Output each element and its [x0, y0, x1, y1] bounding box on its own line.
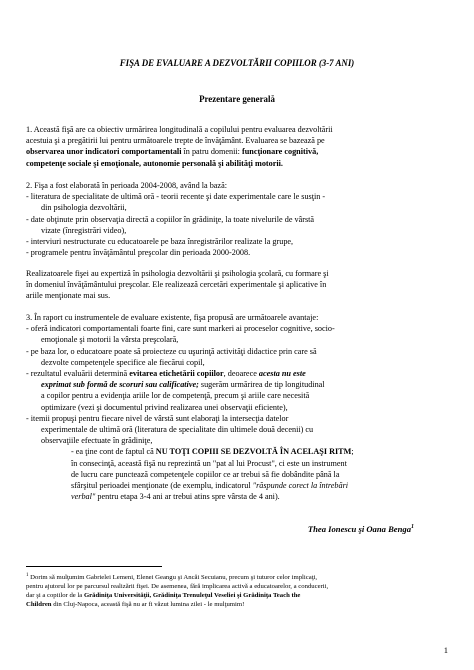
list-item: [26, 446, 452, 457]
list-item: - literatura de specialitate de ultimă oră - teorii recente şi date experimentale care le susţin -: [26, 192, 326, 202]
text-span: din Cluj-Napoca, această fişă nu ar fi văzut lumina zilei - le mulţumim!: [51, 600, 245, 608]
text-line: în consecinţă, această fişă nu reprezintă un "pat al lui Procust", ci este un instrument: [71, 458, 347, 468]
text-span: Dorim să mulţumim Gabrielei Lemeni, Elenei Geangu şi Ancăi Secuianu, precum şi tuturor celor implicaţi,: [28, 574, 318, 582]
text-line: ariile menţionate mai sus.: [26, 291, 111, 301]
text-line: acestuia şi a pregătirii lui pentru următoarele trepte de învăţământ. Evaluarea se bazează pe: [26, 136, 325, 146]
list-item: - date obţinute prin observaţia directă a copiilor în grădiniţe, la toate nivelurile de vârstă: [26, 214, 315, 224]
text-line: din psihologia dezvoltării,: [41, 203, 127, 213]
list-item: - interviuri nestructurate cu educatoarele pe baza înregistrărilor realizate la grupe,: [26, 237, 294, 247]
text-line: [26, 146, 452, 157]
text-span: sfârşitul perioadei menţionate (de exemplu, indicatorul: [71, 481, 253, 491]
list-item: - oferă indicatori comportamentali foarte fini, care sunt markeri ai proceselor cognitive, socio-: [26, 324, 335, 334]
text-span: - ea ţine cont de faptul că: [71, 447, 156, 457]
paragraph-authors: [26, 268, 452, 302]
bold-text: funcţionare cognitivă,: [241, 147, 319, 157]
bold-text: NU TOŢI COPIII SE DEZVOLTĂ ÎN ACELAŞI RITM: [155, 447, 352, 457]
text-line: competenţe sociale şi emoţionale, autonomie personală şi abilităţi motorii.: [26, 158, 283, 168]
text-line: în domeniul învăţământului preşcolar. Ele realizează cercetări experimentale şi aplicative în: [26, 280, 327, 290]
text-line: pentru ajutorul lor pe parcursul realizării fişei. De asemenea, fără implicarea activă a educatoarelor, a conducerii,: [26, 583, 329, 591]
footnote-divider: [26, 566, 162, 567]
italic-text: verbal": [71, 492, 96, 502]
page-number: 1: [443, 645, 448, 655]
text-span: - rezultatul evaluării determină: [26, 369, 130, 379]
text-line: 2. Fişa a fost elaborată în perioada 2004-2008, având la bază:: [26, 181, 227, 190]
text-line: observaţiile efectuate în grădiniţe,: [41, 436, 153, 446]
signature-text: Thea Ionescu şi Oana Benga: [307, 524, 411, 534]
text-span: sugerăm urmărirea de tip longitudinal: [198, 380, 325, 390]
bold-text: evitarea etichetării copiilor: [129, 369, 224, 379]
paragraph-development: [26, 180, 452, 258]
document-title: FIŞA DE EVALUARE A DEZVOLTĂRII COPIILOR (3-7 ANI): [119, 58, 355, 68]
bold-italic-text: exprimat sub formă de scoruri sau calificative;: [41, 380, 199, 390]
text-line: [26, 592, 452, 601]
text-line: 3. În raport cu instrumentele de evaluare existente, fişa propusă are următoarele avantaje:: [26, 313, 319, 322]
text-line: de lucru care punctează competenţele copiilor ce ar trebui să fie dobândite până la: [71, 469, 340, 479]
paragraph-advantages: [26, 312, 452, 502]
list-item: - itemii propuşi pentru fiecare nivel de vârstă sunt elaboraţi la intersecţia datelor: [26, 413, 289, 423]
text-line: optimizare (vezi şi documentul privind realizarea unei observaţii eficiente),: [41, 402, 288, 412]
bold-text: Children: [26, 600, 52, 608]
list-item: [26, 368, 452, 379]
bold-italic-text: acesta nu este: [258, 369, 306, 379]
text-line: vizate (înregistrări video),: [41, 225, 127, 235]
text-line: [26, 601, 452, 610]
text-line: dezvolte competenţele specifice ale fiecărui copil,: [41, 357, 205, 367]
italic-text: "răspunde corect la întrebări: [252, 481, 349, 491]
paragraph-objective: [26, 124, 452, 169]
text-span: pentru etapa 3-4 ani ar trebui atins spre vârsta de 4 ani).: [95, 492, 280, 502]
text-line: [26, 491, 452, 502]
text-line: 1. Această fişă are ca obiectiv urmărirea longitudinală a copilului pentru evaluarea dezvoltării: [26, 125, 333, 134]
text-span: ;: [351, 447, 354, 457]
bold-text: observarea unor indicatori comportamentali: [26, 147, 182, 157]
list-item: - pe baza lor, o educatoare poate să proiecteze cu uşurinţă activităţi didactice prin care să: [26, 346, 317, 356]
text-line: [26, 572, 452, 583]
footnote-mark: 1: [26, 573, 29, 578]
text-line: a copilor pentru a evidenţia ariile lor de competenţă, precum şi ariile care necesită: [41, 391, 310, 401]
text-line: Realizatoarele fişei au expertiză în psihologia dezvoltării şi psihologia şcolară, cu formare şi: [26, 269, 329, 278]
bold-text: Grădiniţa Universităţii, Grădiniţa Trenuleţul Veseliei şi Grădiniţa Teach the: [83, 591, 301, 599]
signature: [308, 524, 414, 534]
list-item: - programele pentru învăţământul preşcolar din perioada 2000-2008.: [26, 248, 251, 258]
text-line: [26, 480, 452, 491]
text-span: , deoarece: [223, 369, 259, 379]
text-span: în patru domenii:: [181, 147, 242, 157]
footnote: [26, 572, 452, 609]
text-span: dar şi a copiilor de la: [26, 591, 84, 599]
text-line: [26, 379, 452, 390]
text-line: experimentale de ultimă oră (literatura de specialitate din ultimele două decenii) cu: [41, 425, 314, 435]
footnote-ref[interactable]: 1: [411, 524, 414, 531]
text-line: emoţionale şi motorii la vârsta preşcolară,: [41, 335, 179, 345]
section-heading: Prezentare generală: [199, 94, 275, 104]
